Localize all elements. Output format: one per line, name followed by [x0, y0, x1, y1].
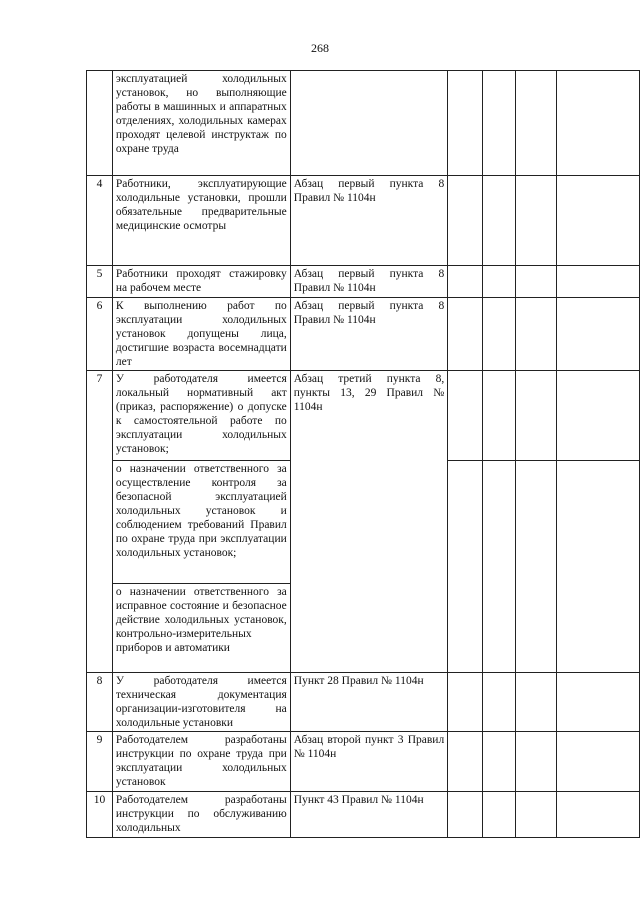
note-cell: [556, 298, 639, 371]
requirement-cell: эксплуатацией холодильных установок, но выполняющие работы в машинных и аппаратных отделениях, холодильных камерах проходят целевой инструктаж по охране труда: [112, 71, 290, 176]
answer-no-cell: [482, 461, 516, 673]
answer-na-cell: [516, 298, 557, 371]
requirement-cell: У работодателя имеется техническая документация организации-изготовителя на холодильные установки: [112, 673, 290, 732]
reference-cell: Пункт 28 Правил № 1104н: [290, 673, 447, 732]
answer-no-cell: [482, 298, 516, 371]
requirement-cell: Работники проходят стажировку на рабочем месте: [112, 266, 290, 298]
answer-yes-cell: [448, 266, 483, 298]
table-row: [87, 673, 640, 732]
requirement-cell: Работодателем разработаны инструкции по охране труда при эксплуатации холодильных установок: [112, 732, 290, 792]
answer-no-cell: [482, 732, 516, 792]
answer-no-cell: [482, 792, 516, 838]
note-cell: [556, 461, 639, 673]
row-number: 5: [87, 266, 113, 298]
answer-yes-cell: [448, 732, 483, 792]
note-cell: [556, 673, 639, 732]
table-row: [87, 71, 640, 176]
note-cell: [556, 792, 639, 838]
reference-cell: Абзац первый пункта 8 Правил № 1104н: [290, 298, 447, 371]
requirement-cell: У работодателя имеется локальный нормативный акт (приказ, распоряжение) о допуске к самостоятельной работе по эксплуатации холодильных установок;: [112, 371, 290, 461]
row-number: 10: [87, 792, 113, 838]
answer-na-cell: [516, 792, 557, 838]
note-cell: [556, 371, 639, 461]
answer-no-cell: [482, 673, 516, 732]
note-cell: [556, 176, 639, 266]
note-cell: [556, 732, 639, 792]
note-cell: [556, 71, 639, 176]
reference-cell: Абзац первый пункта 8 Правил № 1104н: [290, 176, 447, 266]
answer-yes-cell: [448, 461, 483, 673]
answer-no-cell: [482, 371, 516, 461]
answer-no-cell: [482, 266, 516, 298]
answer-na-cell: [516, 732, 557, 792]
page-number: 268: [311, 41, 329, 55]
answer-yes-cell: [448, 71, 483, 176]
requirement-cell: Работодателем разработаны инструкции по обслуживанию холодильных: [112, 792, 290, 838]
answer-no-cell: [482, 71, 516, 176]
answer-yes-cell: [448, 792, 483, 838]
requirement-cell: о назначении ответственного за осуществление контроля за безопасной эксплуатацией холодильных установок и соблюдением требований Правил по охране труда при эксплуатации холодильных установок;: [112, 461, 290, 584]
reference-cell: Абзац второй пункт 3 Правил № 1104н: [290, 732, 447, 792]
note-cell: [556, 266, 639, 298]
row-number: 8: [87, 673, 113, 732]
table-row: [87, 266, 640, 298]
table-row: [87, 732, 640, 792]
answer-yes-cell: [448, 673, 483, 732]
row-number: [87, 71, 113, 176]
answer-na-cell: [516, 71, 557, 176]
checklist-table: [86, 70, 640, 838]
answer-na-cell: [516, 176, 557, 266]
requirement-cell: Работники, эксплуатирующие холодильные установки, прошли обязательные предварительные медицинские осмотры: [112, 176, 290, 266]
answer-na-cell: [516, 371, 557, 461]
table-row: [87, 298, 640, 371]
answer-na-cell: [516, 461, 557, 673]
table-row: [87, 792, 640, 838]
reference-cell: [290, 71, 447, 176]
answer-yes-cell: [448, 298, 483, 371]
reference-cell: Абзац первый пункта 8 Правил № 1104н: [290, 266, 447, 298]
answer-no-cell: [482, 176, 516, 266]
row-number: 6: [87, 298, 113, 371]
reference-cell: Абзац третий пункта 8, пункты 13, 29 Правил № 1104н: [290, 371, 447, 673]
answer-na-cell: [516, 266, 557, 298]
reference-cell: Пункт 43 Правил № 1104н: [290, 792, 447, 838]
row-number: 9: [87, 732, 113, 792]
table-row: [87, 176, 640, 266]
answer-yes-cell: [448, 371, 483, 461]
table-row: [87, 371, 640, 461]
requirement-cell: о назначении ответственного за исправное состояние и безопасное действие холодильных установок, контрольно-измерительных приборов и автоматики: [112, 584, 290, 673]
answer-yes-cell: [448, 176, 483, 266]
answer-na-cell: [516, 673, 557, 732]
row-number: 7: [87, 371, 113, 673]
row-number: 4: [87, 176, 113, 266]
requirement-cell: К выполнению работ по эксплуатации холодильных установок допущены лица, достигшие возраста восемнадцати лет: [112, 298, 290, 371]
